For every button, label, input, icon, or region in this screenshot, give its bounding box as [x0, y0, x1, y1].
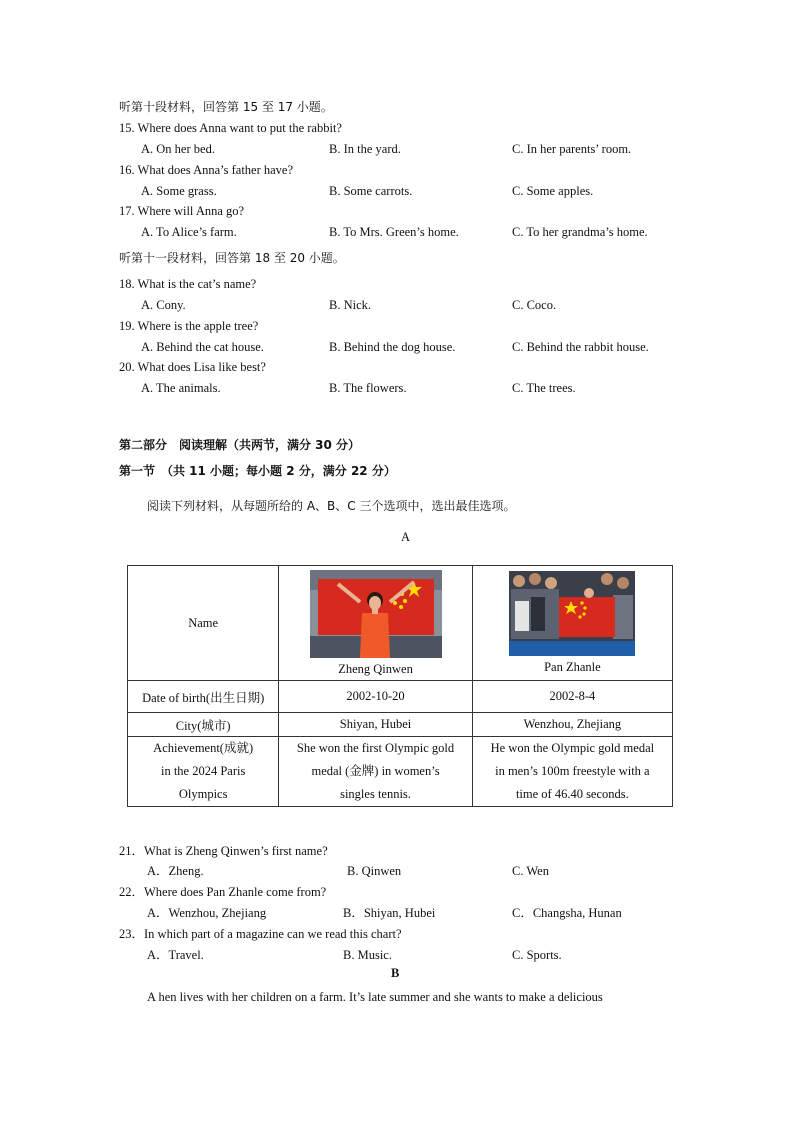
section11-header: 听第十一段材料，回答第 18 至 20 小题。 [119, 251, 345, 265]
zheng-birth-cell [279, 681, 472, 713]
zheng-city: Shiyan, Hubei [339, 717, 412, 731]
q16-option-a: A. Some grass. [141, 184, 217, 198]
pan-city: Wenzhou, Zhejiang [523, 717, 622, 731]
q22-option-b: B．Shiyan, Hubei [343, 906, 436, 920]
zheng-achievement-cell [279, 737, 472, 807]
q17-option-b: B. To Mrs. Green’s home. [329, 225, 459, 239]
section-one-title: 第一节 （共 11 小题；每小题 2 分，满分 22 分） [119, 464, 396, 478]
zheng-achievement-line3: singles tennis. [340, 787, 411, 801]
passage-a-label: A [401, 530, 411, 544]
q17-option-a: A. To Alice’s farm. [141, 225, 237, 239]
achievement-label-line1: Achievement(成就) [153, 741, 254, 755]
name-label: Name [188, 615, 219, 630]
pan-birth-cell [472, 681, 672, 713]
city-label: City(城市) [175, 718, 231, 733]
zheng-city-cell [279, 713, 472, 737]
part-two-title: 第二部分 阅读理解（共两节，满分 30 分） [119, 438, 361, 452]
q19-option-b: B. Behind the dog house. [329, 340, 456, 354]
question-17: 17. Where will Anna go? [119, 204, 245, 218]
q23-option-c: C. Sports. [512, 948, 562, 962]
achievement-label-line2: in the 2024 Paris [160, 764, 246, 778]
q23-option-a: A．Travel. [147, 948, 204, 962]
passage-b-label: B [391, 966, 400, 980]
question-21: 21．What is Zheng Qinwen’s first name? [119, 844, 328, 858]
zheng-cell [279, 566, 472, 681]
question-15: 15. Where does Anna want to put the rabbit? [119, 121, 342, 135]
q21-option-c: C. Wen [512, 864, 549, 878]
name-header-cell [128, 566, 279, 681]
pan-city-cell [472, 713, 672, 737]
achievement-label-line3: Olympics [178, 787, 228, 801]
zheng-birth: 2002-10-20 [346, 689, 405, 703]
pan-achievement-line2: in men’s 100m freestyle with a [495, 764, 650, 778]
question-19: 19. Where is the apple tree? [119, 319, 259, 333]
section10-header: 听第十段材料，回答第 15 至 17 小题。 [119, 100, 333, 114]
q20-option-b: B. The flowers. [329, 381, 407, 395]
pan-achievement-line3: time of 46.40 seconds. [515, 787, 629, 801]
question-23: 23．In which part of a magazine can we read this chart? [119, 927, 402, 941]
q21-option-b: B. Qinwen [347, 864, 402, 878]
q18-option-b: B. Nick. [329, 298, 372, 312]
q22-option-a: A．Wenzhou, Zhejiang [147, 906, 267, 920]
q19-option-c: C. Behind the rabbit house. [512, 340, 649, 354]
passage-b-first-line: A hen lives with her children on a farm. It’s late summer and she wants to make a delicious [147, 990, 603, 1004]
q15-option-c: C. In her parents’ room. [512, 142, 632, 156]
athlete-table [127, 565, 673, 807]
birth-label-cell [128, 681, 279, 713]
pan-cell [472, 566, 672, 681]
q15-option-b: B. In the yard. [329, 142, 401, 156]
q15-option-a: A. On her bed. [141, 142, 215, 156]
q16-option-c: C. Some apples. [512, 184, 594, 198]
question-22: 22．Where does Pan Zhanle come from? [119, 885, 327, 899]
achievement-label-cell [128, 737, 279, 807]
q22-option-c: C．Changsha, Hunan [512, 906, 622, 920]
q18-option-a: A. Cony. [141, 298, 186, 312]
q18-option-c: C. Coco. [512, 298, 557, 312]
question-16: 16. What does Anna’s father have? [119, 163, 294, 177]
pan-zhanle-photo [509, 571, 635, 656]
zheng-name: Zheng Qinwen [338, 661, 413, 676]
pan-name: Pan Zhanle [544, 660, 601, 674]
pan-achievement-cell [472, 737, 672, 807]
pan-achievement-line1: He won the Olympic gold medal [490, 741, 655, 755]
city-label-cell [128, 713, 279, 737]
q17-option-c: C. To her grandma’s home. [512, 225, 648, 239]
zheng-achievement-line2: medal (金牌) in women’s [311, 764, 440, 778]
question-18: 18. What is the cat’s name? [119, 277, 257, 291]
zheng-qinwen-photo [310, 570, 442, 658]
reading-instruction: 阅读下列材料，从每题所给的 A、B、C 三个选项中，选出最佳选项。 [147, 499, 516, 513]
zheng-achievement-line1: She won the first Olympic gold [296, 741, 455, 755]
birth-label: Date of birth(出生日期) [142, 690, 265, 705]
question-20: 20. What does Lisa like best? [119, 360, 266, 374]
q19-option-a: A. Behind the cat house. [141, 340, 264, 354]
q20-option-c: C. The trees. [512, 381, 576, 395]
q16-option-b: B. Some carrots. [329, 184, 413, 198]
q23-option-b: B. Music. [343, 948, 392, 962]
q21-option-a: A．Zheng. [147, 864, 204, 878]
pan-birth: 2002-8-4 [549, 689, 596, 703]
q20-option-a: A. The animals. [141, 381, 221, 395]
